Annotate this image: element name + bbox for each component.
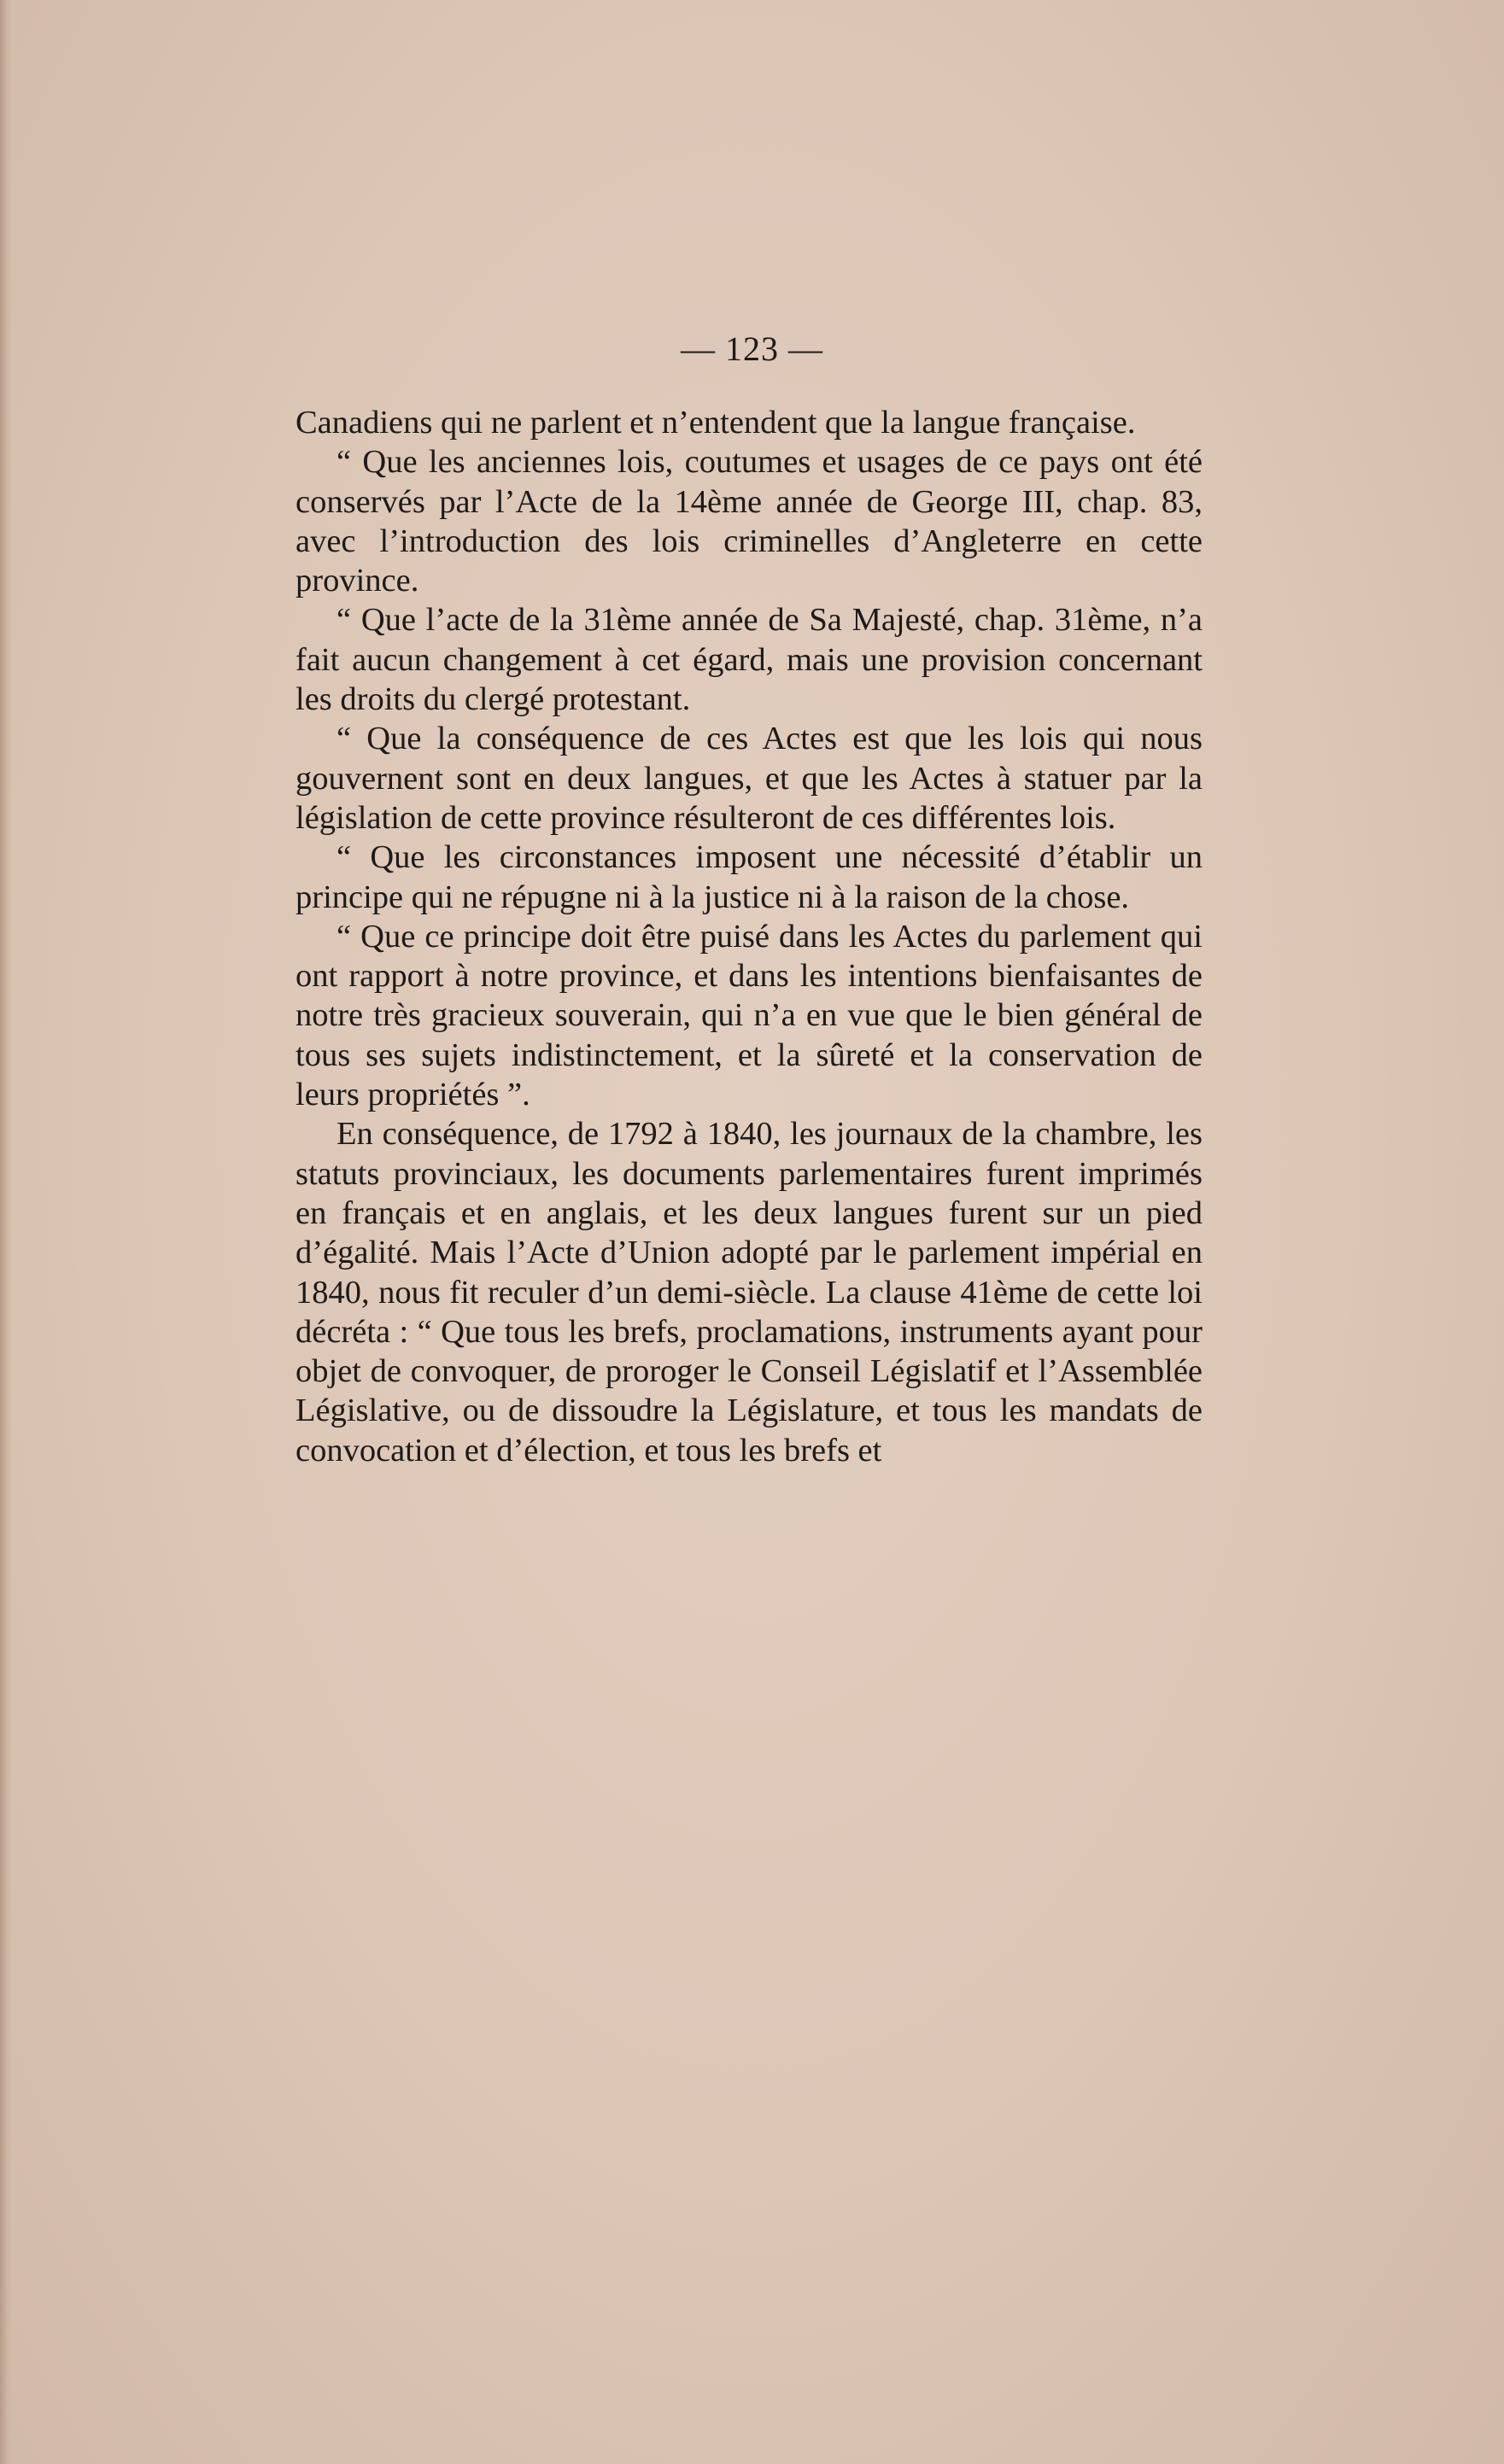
page-number: — 123 — — [681, 330, 823, 368]
paragraph-principe: “ Que ce principe doit être puisé dans les Actes du parlement qui ont rapport à notre province, et dans les intentions bienfaisantes de notre très gracieux souverain, qui n’a en vue que le bien général de tous ses sujets indistinctement, et la sûreté et la conservation de leurs propriétés ”. — [296, 918, 1203, 1113]
paragraph-circonstances: “ Que les circonstances imposent une nécessité d’établir un principe qui ne répugne ni à la justice ni à la raison de la chose. — [296, 839, 1203, 915]
paragraph-en-consequence: En conséquence, de 1792 à 1840, les journaux de la chambre, les statuts provinciaux, les documents parlementaires furent imprimés en français et en anglais, et les deux langues furent sur un pied d’égalité. Mais l’Acte d’Union adopté par le parlement impérial en 1840, nous fit reculer d’un demi-siècle. La clause 41ème de cette loi décréta : “ Que tous les brefs, proclamations, instruments ayant pour objet de convoquer, de proroger le Conseil Législatif et l’Assemblée Législative, ou de dissoudre la Législature, et tous les mandats de convocation et d’élection, et tous les brefs et — [296, 1116, 1203, 1468]
body-text — [296, 403, 1203, 1470]
paragraph-continuation: Canadiens qui ne parlent et n’entendent que la langue française. — [296, 405, 1136, 441]
paragraph-consequence-actes: “ Que la conséquence de ces Actes est que les lois qui nous gouvernent sont en deux langues, et que les Actes à statuer par la législation de cette province résulteront de ces différentes lois. — [296, 721, 1203, 836]
paragraph-acte-31eme: “ Que l’acte de la 31ème année de Sa Majesté, chap. 31ème, n’a fait aucun changement à cet égard, mais une provision concernant les droits du clergé protestant. — [296, 602, 1203, 718]
page-edge-shadow — [0, 0, 12, 2464]
paragraph-anciennes-lois: “ Que les anciennes lois, coutumes et usages de ce pays ont été conservés par l’Acte de la 14ème année de George III, chap. 83, avec l’introduction des lois criminelles d’Angleterre en cette province. — [296, 444, 1203, 599]
